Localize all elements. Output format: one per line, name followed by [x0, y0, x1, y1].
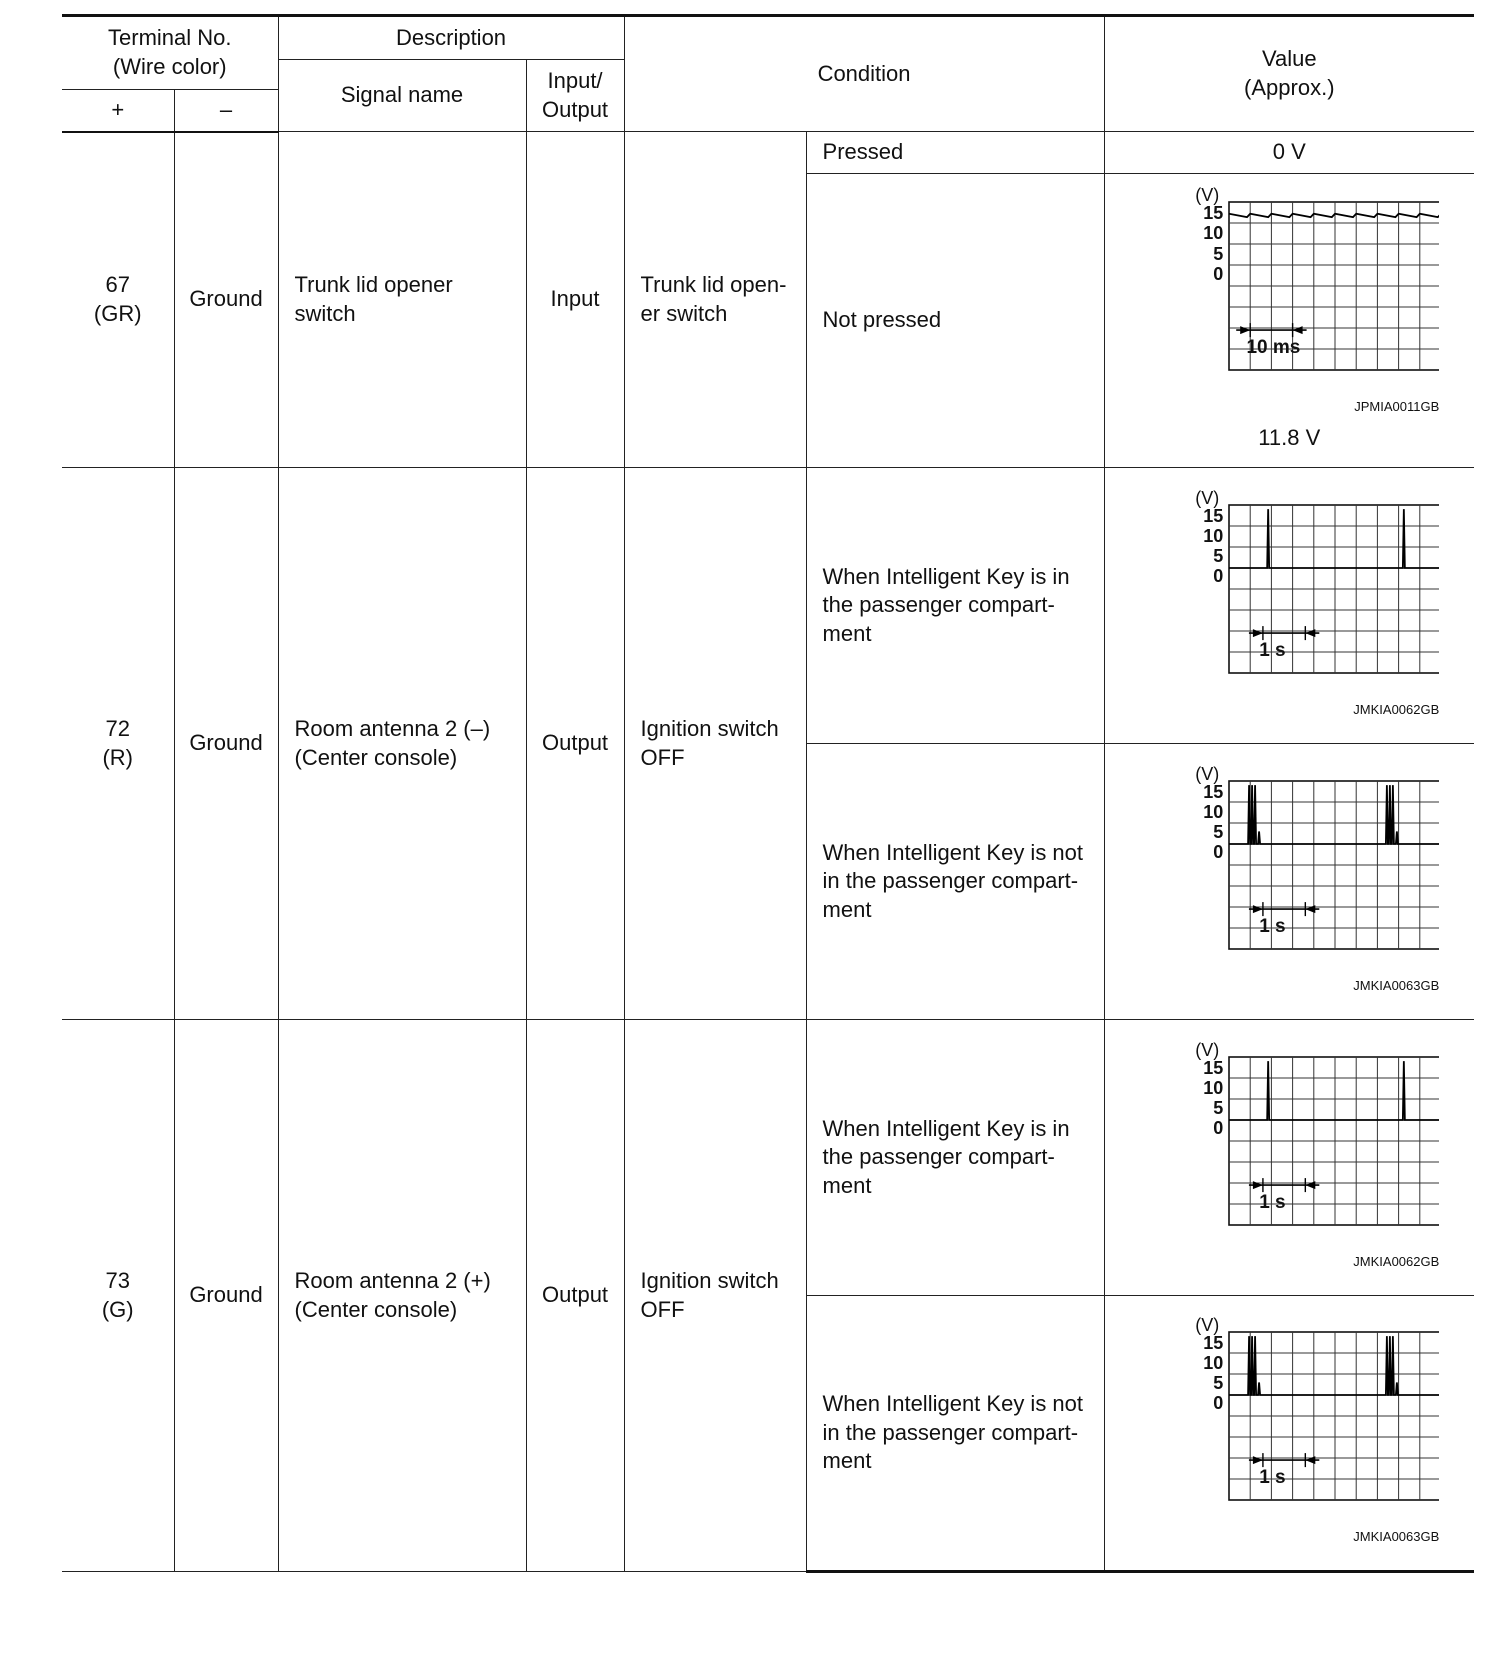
- condition-main: Ignition switch OFF: [624, 1020, 806, 1572]
- waveform-svg: [1139, 763, 1439, 997]
- condition-key-not-in: When Intelligent Key is not in the passenger compart- ment: [806, 744, 1104, 1020]
- tick-label: 10: [1203, 1077, 1224, 1098]
- timebase-label: 1 s: [1259, 1191, 1286, 1213]
- waveform-svg: [1139, 185, 1439, 418]
- condition-pressed: Pressed: [806, 132, 1104, 174]
- terminal-spec-table: [62, 14, 1474, 1573]
- tick-label: 0: [1213, 841, 1224, 862]
- unit-label: (V): [1195, 185, 1220, 206]
- tick-label: 5: [1213, 1373, 1224, 1394]
- waveform-graph: [1139, 185, 1440, 418]
- tick-label: 0: [1213, 263, 1224, 284]
- header-condition: Condition: [624, 16, 1104, 132]
- arrow-left-icon: [1293, 326, 1303, 334]
- tick-label: 15: [1203, 203, 1224, 224]
- arrow-left-icon: [1306, 1181, 1316, 1189]
- signal-name: Room antenna 2 (+) (Center console): [278, 1020, 526, 1572]
- arrow-right-icon: [1253, 1181, 1263, 1189]
- arrow-left-icon: [1306, 1456, 1316, 1464]
- condition-key-not-in: When Intelligent Key is not in the passenger compart- ment: [806, 1296, 1104, 1572]
- value-waveform-cell: [1104, 468, 1474, 744]
- condition-key-in: When Intelligent Key is in the passenger compart- ment: [806, 1020, 1104, 1296]
- arrow-right-icon: [1253, 629, 1263, 637]
- minus-ground: Ground: [174, 468, 278, 1020]
- unit-label: (V): [1195, 763, 1220, 784]
- unit-label: (V): [1195, 487, 1220, 508]
- tick-label: 15: [1203, 1057, 1224, 1078]
- figure-code: JMKIA0062GB: [1353, 701, 1440, 717]
- value-waveform-cell: [1104, 744, 1474, 1020]
- timebase-label: 1 s: [1259, 915, 1286, 937]
- header-description: Description: [278, 16, 624, 60]
- waveform-svg: [1139, 487, 1439, 721]
- terminal-72: 72 (R): [62, 468, 174, 1020]
- timebase-label: 1 s: [1259, 639, 1286, 661]
- tick-label: 0: [1213, 565, 1224, 586]
- header-minus: –: [174, 90, 278, 132]
- tick-label: 15: [1203, 1333, 1224, 1353]
- waveform-trace: [1229, 214, 1439, 217]
- value-0v: 0 V: [1104, 132, 1474, 174]
- tick-label: 5: [1213, 1097, 1224, 1118]
- value-waveform-cell: [1104, 174, 1474, 468]
- waveform-trace: [1229, 1336, 1439, 1395]
- terminal-67: 67 (GR): [62, 132, 174, 468]
- tick-label: 5: [1213, 243, 1224, 264]
- tick-label: 0: [1213, 1393, 1224, 1414]
- value-waveform-cell: [1104, 1296, 1474, 1572]
- tick-label: 0: [1213, 1117, 1224, 1138]
- tick-label: 10: [1203, 1353, 1224, 1374]
- waveform-graph: [1139, 1315, 1440, 1548]
- input-output: Output: [526, 468, 624, 1020]
- figure-code: JMKIA0062GB: [1353, 1253, 1440, 1269]
- waveform-graph: [1139, 1039, 1440, 1273]
- header-plus: +: [62, 90, 174, 132]
- header-signal-name: Signal name: [278, 60, 526, 132]
- unit-label: (V): [1195, 1039, 1220, 1060]
- value-11-8v: 11.8 V: [1258, 425, 1321, 451]
- waveform-trace: [1229, 1061, 1439, 1120]
- header-terminal-no: Terminal No. (Wire color): [62, 16, 278, 90]
- arrow-left-icon: [1306, 905, 1316, 913]
- arrow-left-icon: [1306, 629, 1316, 637]
- header-input-output: Input/ Output: [526, 60, 624, 132]
- condition-main: Ignition switch OFF: [624, 468, 806, 1020]
- terminal-73: 73 (G): [62, 1020, 174, 1572]
- tick-label: 5: [1213, 821, 1224, 842]
- waveform-graph: [1139, 487, 1440, 721]
- waveform-trace: [1229, 509, 1439, 568]
- arrow-right-icon: [1253, 1456, 1263, 1464]
- tick-label: 10: [1203, 801, 1224, 822]
- waveform-graph: [1139, 763, 1440, 997]
- waveform-svg: [1139, 1315, 1439, 1548]
- tick-label: 10: [1203, 223, 1224, 244]
- tick-label: 15: [1203, 505, 1224, 526]
- signal-name: Trunk lid opener switch: [278, 132, 526, 468]
- figure-code: JPMIA0011GB: [1354, 399, 1440, 415]
- condition-key-in: When Intelligent Key is in the passenger compart- ment: [806, 468, 1104, 744]
- minus-ground: Ground: [174, 132, 278, 468]
- header-value: Value (Approx.): [1104, 16, 1474, 132]
- arrow-right-icon: [1240, 326, 1250, 334]
- unit-label: (V): [1195, 1315, 1220, 1335]
- input-output: Input: [526, 132, 624, 468]
- condition-main: Trunk lid open- er switch: [624, 132, 806, 468]
- condition-not-pressed: Not pressed: [806, 174, 1104, 468]
- tick-label: 10: [1203, 525, 1224, 546]
- input-output: Output: [526, 1020, 624, 1572]
- waveform-trace: [1229, 785, 1439, 844]
- figure-code: JMKIA0063GB: [1353, 1529, 1440, 1545]
- tick-label: 15: [1203, 781, 1224, 802]
- tick-label: 5: [1213, 545, 1224, 566]
- waveform-svg: [1139, 1039, 1439, 1273]
- arrow-right-icon: [1253, 905, 1263, 913]
- value-waveform-cell: [1104, 1020, 1474, 1296]
- figure-code: JMKIA0063GB: [1353, 977, 1440, 993]
- timebase-label: 1 s: [1259, 1467, 1286, 1489]
- minus-ground: Ground: [174, 1020, 278, 1572]
- signal-name: Room antenna 2 (–) (Center console): [278, 468, 526, 1020]
- timebase-label: 10 ms: [1246, 337, 1301, 359]
